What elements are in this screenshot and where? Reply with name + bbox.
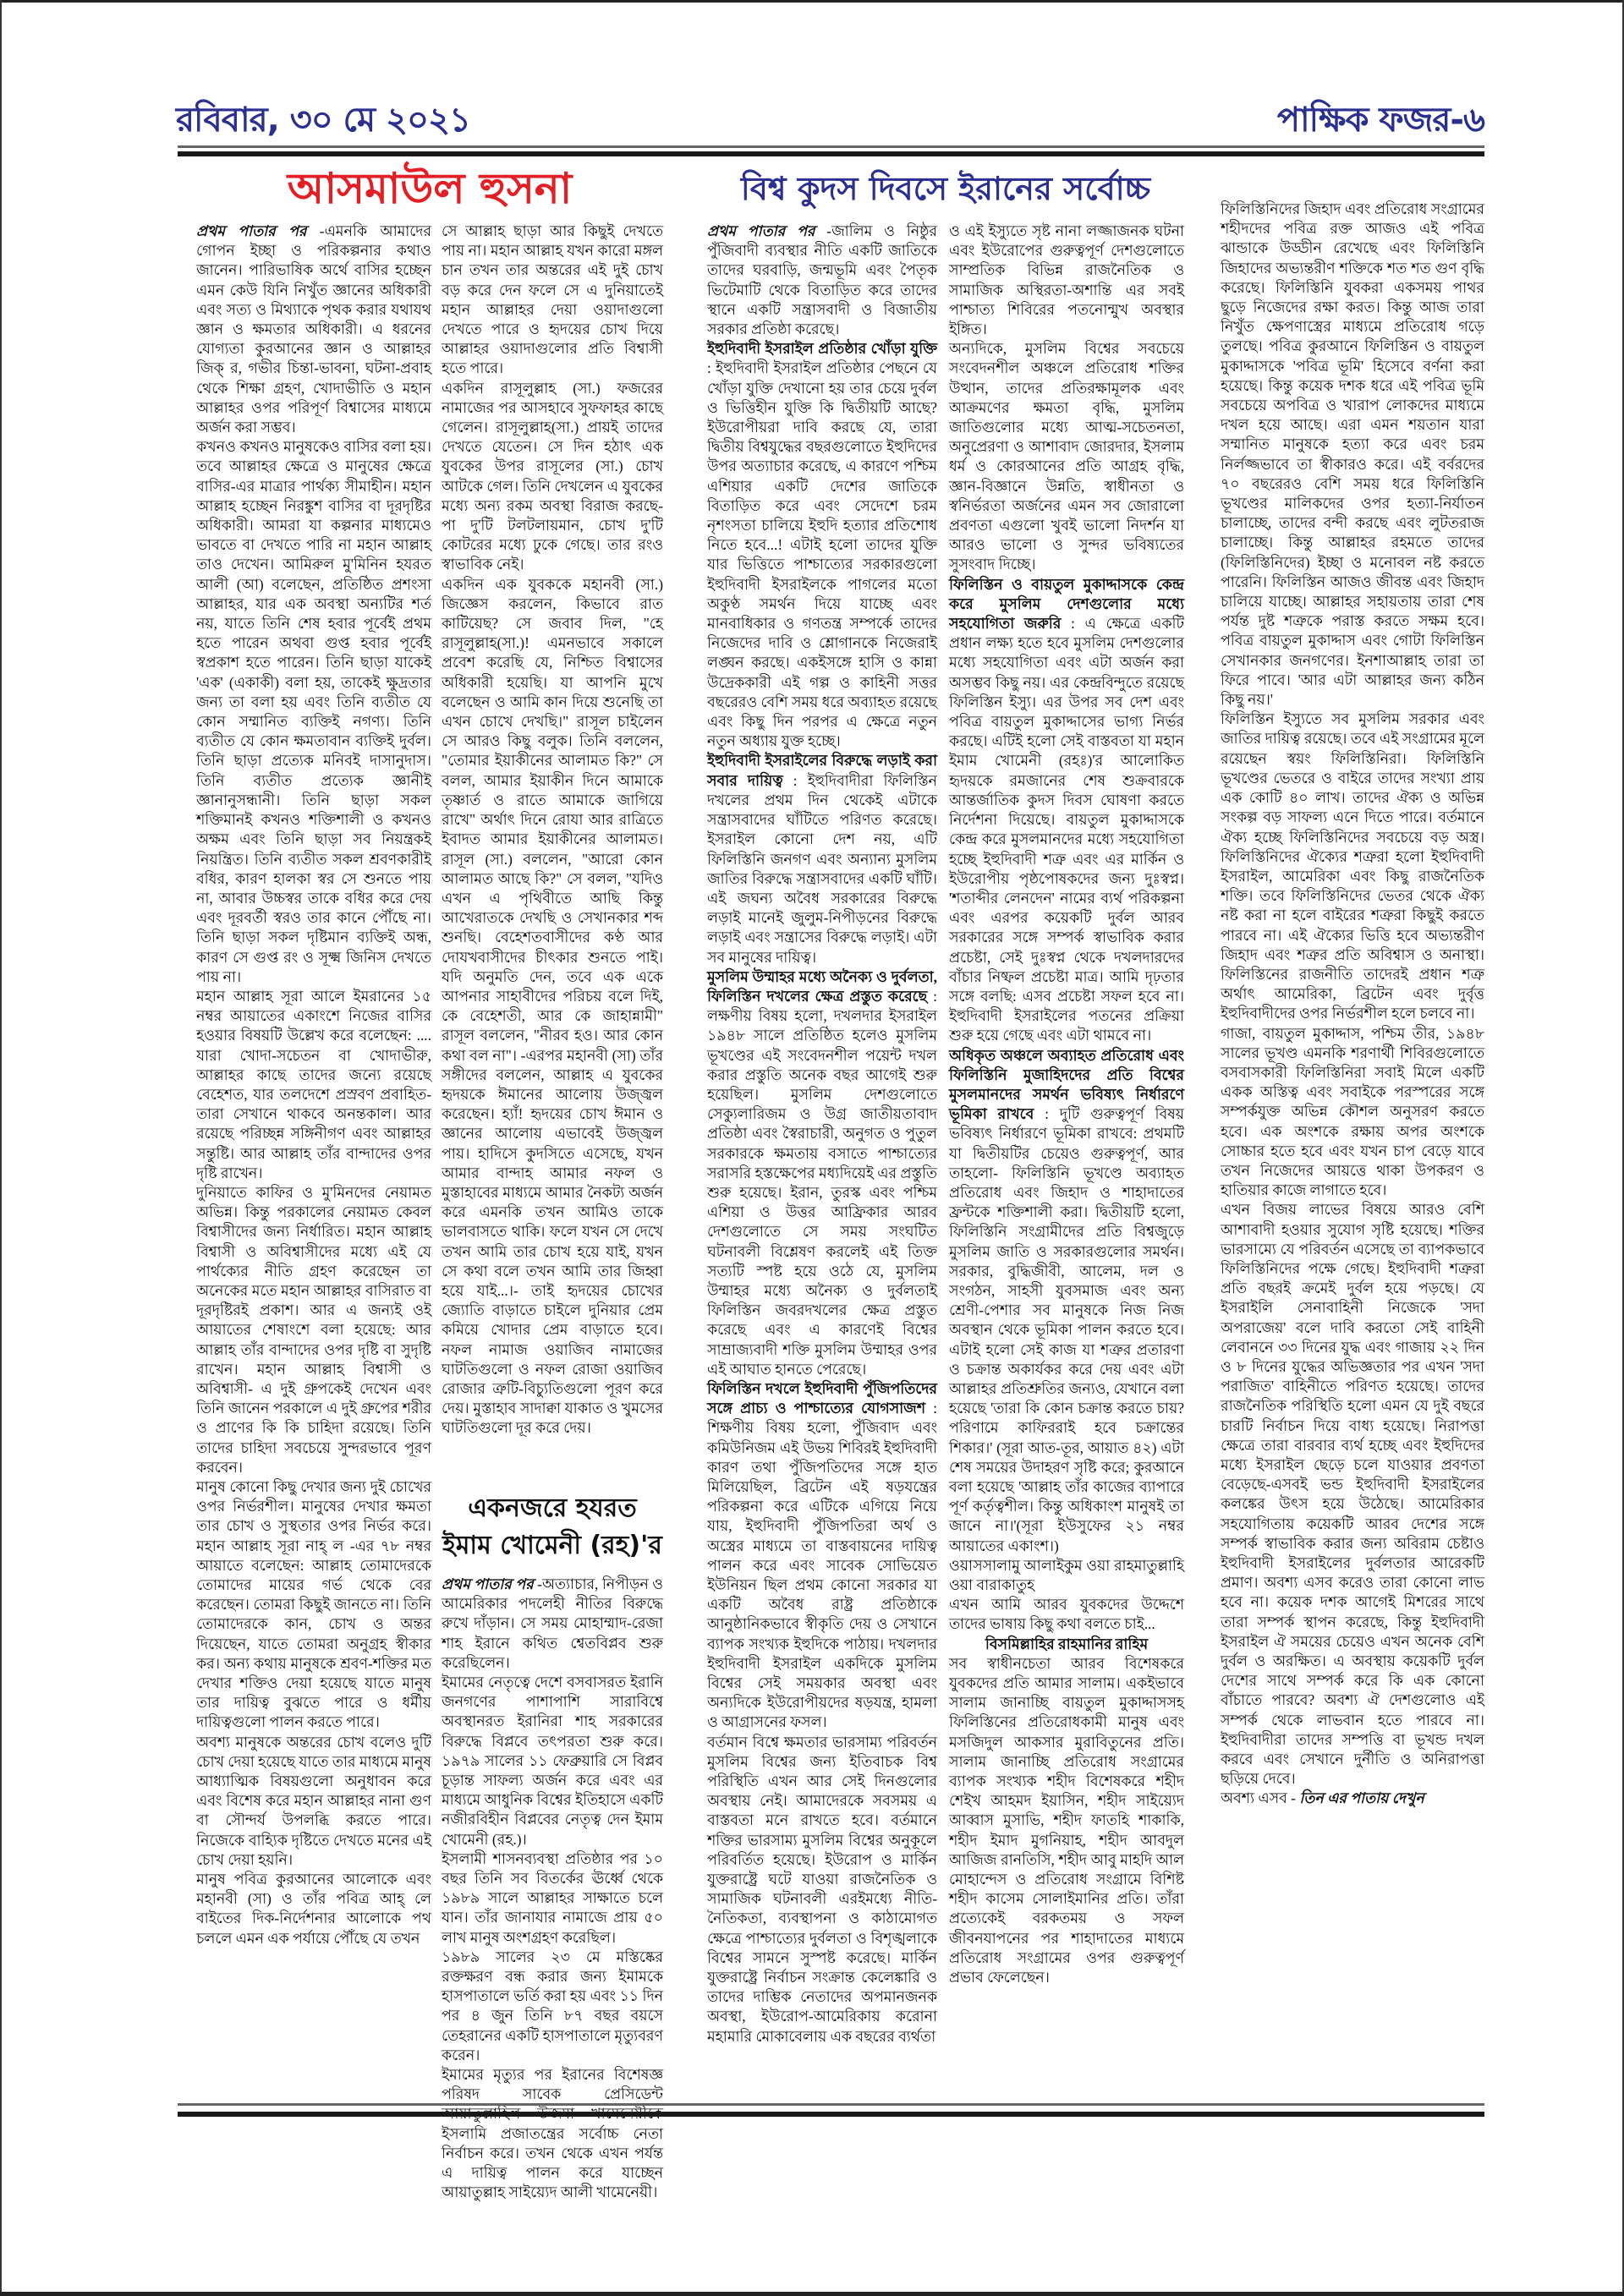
paragraph-text: বর্তমান বিশ্বে ক্ষমতার ভারসাম্য পরিবর্তন মুসলিম বিশ্বের জন্য ইতিবাচক বিশ্ব পরিস্থিতি এখন আর সেই দিনগুলোর অবস্থায় নেই। আমাদেরকে সবসময় এ বাস্তবতা মনে রাখতে হবে। বর্তমানে শক্তির ভারসাম্য মুসলিম বিশ্বের অনুকূলে পরিবর্তিত হয়েছে। ইউরোপ ও মার্কিন যুক্তরাষ্ট্রে ঘটে যাওয়া রাজনৈতিক ও সামাজিক ঘটনাবলী এরইমধ্যে নীতি-নৈতিকতা, ব্যবস্থাপনা ও কাঠামোগত ক্ষেত্রে পাশ্চাত্যের দুর্বলতা ও বিশৃঙ্খলাকে বিশ্বের সামনে সুস্পষ্ট করেছে। মার্কিন যুক্তরাষ্ট্রে নির্বাচন সংক্রান্ত কেলেঙ্কারি ও তাদের দাম্ভিক নেতাদের অপমানজনক অবস্থা, ইউরোপ-আমেরিকায় করোনা মহামারি মোকাবেলায় এক বছরের ব্যর্থতা xyxy=(707,1733,937,2045)
masthead-rule-thick xyxy=(178,151,1484,156)
paragraph-text: -জালিম ও নিষ্ঠুর পুঁজিবাদী ব্যবস্থার নীতি একটি জাতিকে তাদের ঘরবাড়ি, জন্মভূমি এবং পৈতৃক ভিটেমাটি থেকে বিতাড়িত করে তাদের স্থানে একটি সন্ত্রাসবাদী ও বিজাতীয় সরকার প্রতিষ্ঠা করেছে। xyxy=(707,222,937,338)
article-paragraph xyxy=(196,437,431,987)
article-paragraph xyxy=(949,339,1184,574)
paragraph-text: ইসলামী শাসনব্যবস্থা প্রতিষ্ঠার পর ১০ বছর তিনি সব বিতর্কের ঊর্ধ্বে থেকে ১৯৮৯ সালে আল্লাহর সাক্ষাতে চলে যান। তাঁর জানাযার নামাজে প্রায় ৫০ লাখ মানুষ অংশগ্রহণ করেছিল। xyxy=(442,1849,663,1946)
article-paragraph xyxy=(442,379,663,575)
paragraph-text: গাজা, বায়তুল মুকাদ্দাস, পশ্চিম তীর, ১৯৪৮ সালের ভূখণ্ড এমনকি শরণার্থী শিবিরগুলোতে বসবাসকারী ফিলিস্তিনিরা সবাই মিলে একটি একক অস্তিত্ব এবং সবাইকে পরস্পরের সঙ্গে সম্পর্কযুক্ত অভিন্ন কৌশল অনুসরণ করতে হবে। এক অংশকে রক্ষায় অপর অংশকে সোচ্চার হতে হবে এবং যখন চাপ বেড়ে যাবে তখন নিজেদের আয়ত্তে থাকা উপকরণ ও হাতিয়ার কাজে লাগাতে হবে। xyxy=(1221,1024,1484,1199)
article-left-column-2 xyxy=(442,222,663,1477)
article-paragraph xyxy=(1221,1789,1484,1808)
article-paragraph xyxy=(442,2065,663,2202)
paragraph-text: ফিলিস্তিনিদের জিহাদ এবং প্রতিরোধ সংগ্রামের শহীদদের পবিত্র রক্ত আজও এই পবিত্র ঝান্ডাকে উড্ডীন রেখেছে এবং ফিলিস্তিনি জিহাদের অভ্যন্তরীণ শক্তিকে শত শত গুণ বৃদ্ধি করেছে। ফিলিস্তিনি যুবকরা একসময় পাথর ছুড়ে নিজেদের রক্ষা করত। কিন্তু আজ তারা নিখুঁত ক্ষেপণাস্ত্রের মাধ্যমে প্রতিরোধ গড়ে তুলছে। পবিত্র কুরআনে ফিলিস্তিন ও বায়তুল মুকাদ্দাসকে 'পবিত্র ভূমি' হিসেবে বর্ণনা করা হয়েছে। কিন্তু কয়েক দশক ধরে এই পবিত্র ভূমি সবচেয়ে অপবিত্র ও খারাপ লোকদের মাধ্যমে দখল হয়ে আছে। এরা এমন শয়তান যারা সম্মানিত মানুষকে হত্যা করে এবং চরম নির্লজ্জভাবে তা স্বীকারও করে। এই বর্বরদের ৭০ বছরেরও বেশি সময় ধরে ফিলিস্তিনি ভূখণ্ডের মালিকদের ওপর হত্যা-নির্যাতন চালাচ্ছে, তাদের বন্দী করছে এবং লুটতরাজ চালাচ্ছে। কিন্তু আল্লাহর রহমতে তাদের (ফিলিস্তিনিদের) ইচ্ছা ও মনোবল নষ্ট করতে পারেনি। ফিলিস্তিন আজও জীবন্ত এবং জিহাদ চালিয়ে যাচ্ছে। আল্লাহর সহায়তায় তারা শেষ পর্যন্ত দুষ্ট শত্রুকে পরাস্ত করতে সক্ষম হবে। পবিত্র বায়তুল মুকাদ্দাস এবং গোটা ফিলিস্তিন সেখানকার জনগণের। ইনশাআল্লাহ তারা তা ফিরে পাবে। 'আর এটা আল্লাহর জন্য কঠিন কিছু নয়।' xyxy=(1221,200,1484,709)
paragraph-text: ফিলিস্তিন ইস্যুতে সব মুসলিম সরকার এবং জাতির দায়িত্ব রয়েছে। তবে এই সংগ্রামের মূলে রয়েছেন স্বয়ং ফিলিস্তিনিরা। ফিলিস্তিনি ভূখণ্ডের ভেতরে ও বাইরে তাদের সংখ্যা প্রায় এক কোটি ৪০ লাখ। তাদের ঐক্য ও অভিন্ন সংকল্প বড় সাফল্য এনে দিতে পারে। বর্তমানে ঐক্য হচ্ছে ফিলিস্তিনিদের সবচেয়ে বড় অস্ত্র। ফিলিস্তিনিদের ঐক্যের শত্রুরা হলো ইহুদিবাদী ইসরাইল, আমেরিকা এবং কিছু রাজনৈতিক শক্তি। তবে ফিলিস্তিনিদের ভেতর থেকে ঐক্য নষ্ট করা না হলে বাইরের শত্রুরা কিছুই করতে পারবে না। এই ঐক্যের ভিত্তি হবে অভ্যন্তরীণ জিহাদ এবং শত্রুর প্রতি অবিশ্বাস ও অনাস্থা। ফিলিস্তিনের রাজনীতি তাদেরই প্রধান শত্রু অর্থাৎ আমেরিকা, ব্রিটেন এবং দুর্বৃত্ত ইহুদিবাদীদের ওপর নির্ভরশীল হলে চলবে না। xyxy=(1221,710,1484,1022)
page-frame-bottom xyxy=(0,2292,1624,2296)
paragraph-text: : দুটি গুরুত্বপূর্ণ বিষয় ভবিষ্যৎ নির্ধারণে ভূমিকা রাখবে: প্রথমটি যা দ্বিতীয়টির চেয়েও গুরুত্বপূর্ণ, আর তাহলো- ফিলিস্তিনি ভূখণ্ডে অব্যাহত প্রতিরোধ এবং জিহাদ ও শাহাদাতের ফ্রন্টকে শক্তিশালী করা। দ্বিতীয়টি হলো, ফিলিস্তিনি সংগ্রামীদের প্রতি বিশ্বজুড়ে মুসলিম জাতি ও সরকারগুলোর সমর্থন। সরকার, বুদ্ধিজীবী, আলেম, দল ও সংগঠন, সাহসী যুবসমাজ এবং অন্য শ্রেণী-পেশার সব মানুষকে নিজ নিজ অবস্থান থেকে ভূমিকা পালন করতে হবে। এটাই হলো সেই কাজ যা শত্রুর প্রতারণা ও চক্রান্ত অকার্যকর করে দেয় এবং এটা আল্লাহর প্রতিশ্রুতির জন্যও, যেখানে বলা হয়েছে 'তারা কি কোন চক্রান্ত করতে চায়? পরিণামে কাফিররাই হবে চক্রান্তের শিকার।' (সূরা আত-তূর, আয়াত ৪২) এটা শেষ সময়ের উদাহরণ সৃষ্টি করে; কুরআনে বলা হয়েছে 'আল্লাহ তাঁর কাজের ব্যাপারে পূর্ণ কর্তৃত্বশীল। কিন্তু অধিকাংশ মানুষই তা জানে না।'(সূরা ইউসুফের ২১ নম্বর আয়াতের একাংশ।) xyxy=(949,1105,1184,1554)
article-paragraph xyxy=(442,1673,663,1849)
paragraph-text: : লক্ষণীয় বিষয় হলো, দখলদার ইসরাইল ১৯৪৮ সালে প্রতিষ্ঠিত হলেও মুসলিম ভূখণ্ডের এই সংবেদনশীল পয়েন্ট দখল করার প্রস্তুতি অনেক বছর আগেই শুরু হয়েছিল। মুসলিম দেশগুলোতে সেক্যুলারিজম ও উগ্র জাতীয়তাবাদ প্রতিষ্ঠা এবং স্বৈরাচারী, অনুগত ও পুতুল সরকারকে ক্ষমতায় বসাতে পাশ্চাত্যের সরাসরি হস্তক্ষেপের মধ্যদিয়েই এর প্রস্তুতি শুরু হয়েছে। ইরান, তুরস্ক এবং পশ্চিম এশিয়া ও উত্তর আফ্রিকার আরব দেশগুলোতে সে সময় সংঘটিত ঘটনাবলী বিশ্লেষণ করলেই এই তিক্ত সত্যটি স্পষ্ট হয়ে ওঠে যে, মুসলিম উম্মাহর মধ্যে অনৈক্য ও দুর্বলতাই ফিলিস্তিন জবরদখলের ক্ষেত্র প্রস্তুত করেছে এবং এ কারণেই বিশ্বের সাম্রাজ্যবাদী শক্তি মুসলিম উম্মাহর ওপর এই আঘাত হানতে পেরেছে। xyxy=(707,987,937,1378)
page-frame-top xyxy=(0,0,1624,3)
article-paragraph xyxy=(707,339,937,751)
continued-from-label: প্রথম পাতার পর xyxy=(442,1575,534,1592)
continued-from-label: প্রথম পাতার পর xyxy=(196,222,307,239)
article-right-column xyxy=(1221,200,1484,2097)
paragraph-text: -অত্যাচার, নিপীড়ন ও আমেরিকার পদলেহী নীতির বিরুদ্ধে রুখে দাঁড়ান। সে সময় মোহাম্মাদ-রেজা শাহ ইরানে কথিত শ্বেতবিপ্লব শুরু করেছিলেন। xyxy=(442,1575,663,1671)
article-paragraph xyxy=(949,222,1184,339)
paragraph-text: একদিন এক যুবককে মহানবী (সা.) জিজ্ঞেস করলেন, কিভাবে রাত কাটিয়েছ? সে জবাব দিল, "হে রাসূলুল্লাহ(সা.)! এমনভাবে সকালে প্রবেশ করেছি যে, নিশ্চিত বিশ্বাসের অধিকারী হয়েছি। যা আপনি মুখে বলেছেন ও আমি কান দিয়ে শুনেছি তা এখন চোখে দেখছি।" রাসূল চাইলেন সে আরও কিছু বলুক। তিনি বললেন, "তোমার ইয়াকীনের আলামত কি?" সে বলল, আমার ইয়াকীন দিনে আমাকে তৃষ্ণার্ত ও রাতে আমাকে জাগিয়ে রাখে" অর্থাৎ দিনে রোযা আর রাত্রিতে ইবাদত আমার ইয়াকীনের আলামত। রাসূল (সা.) বললেন, "আরো কোন আলামত আছে কি?" সে বলল, "যদিও এখন এ পৃথিবীতে আছি কিন্তু আখেরাতকে দেখছি ও সেখানকার শব্দ শুনছি। বেহেশতবাসীদের কণ্ঠ আর দোযখবাসীদের চীৎকার শুনতে পাই। যদি অনুমতি দেন, তবে এক একে আপনার সাহাবীদের পরিচয় বলে দিই, কে বেহেশতী, আর কে জাহান্নামী" রাসূল বললেন, "নীরব হও। আর কোন কথা বল না"। -এরপর মহানবী (সা) তাঁর সঙ্গীদের বললেন, আল্লাহ এ যুবকের হৃদয়কে ঈমানের আলোয় উজ্জ্বল করেছেন। হ্যাঁ! হৃদয়ের চোখ ঈমান ও জ্ঞানের আলোয় এভাবেই উজ্জ্বল পায়। হাদিসে কুদসিতে এসেছে, যখন আমার বান্দাহ আমার নফল ও মুস্তাহাবের মাধ্যমে আমার নৈকট্য অর্জন করে এমনকি তখন আমিও তাকে ভালবাসতে থাকি। ফলে যখন সে দেখে তখন আমি তার চোখ হয়ে যাই, যখন সে কথা বলে তখন আমি তার জিহ্বা হয়ে যাই...।- তাই হৃদয়ের চোখের জ্যোতি বাড়াতে চাইলে দুনিয়ার প্রেম কমিয়ে খোদার প্রেম বাড়াতে হবে। নফল নামাজ ওয়াজিব নামাজের ঘাটতিগুলো ও নফল রোজা ওয়াজিব রোজার ত্রুটি-বিচ্যুতিগুলো পূরণ করে দেয়। মুস্তাহাব সাদাক্বা যাকাত ও খুমসের ঘাটতিগুলো দূর করে দেয়। xyxy=(442,575,663,1437)
headline-asmaul-husna: আসমাউল হুসনা xyxy=(287,164,573,213)
article-paragraph xyxy=(707,1733,937,2047)
article-paragraph xyxy=(442,1948,663,2065)
article-paragraph xyxy=(1221,710,1484,1023)
continued-from-label: প্রথম পাতার পর xyxy=(707,222,815,239)
box-headline-khomeini: একনজরে হযরত ইমাম খোমেনী (রহ)'র xyxy=(442,1493,662,1560)
section-subheading: ফিলিস্তিন দখলে ইহুদিবাদী পুঁজিপতিদের সঙ্গে প্রাচ্য ও পাশ্চাত্যের যোগসাজশ xyxy=(707,1379,937,1417)
section-subheading: ফিলিস্তিন ও বায়তুল মুকাদ্দাসকে কেন্দ্র করে মুসলিম দেশগুলোর মধ্যে সহযোগিতা জরুরি xyxy=(949,575,1184,633)
article-paragraph xyxy=(196,1183,431,1477)
article-paragraph xyxy=(196,1477,431,1733)
paragraph-text: অবশ্য মানুষকে অন্তরের চোখ বলেও দুটি চোখ দেয়া হয়েছে যাতে তার মাধ্যমে মানুষ আধ্যাত্মিক বিষয়গুলো অনুধাবন করে এবং বিশেষ করে মহান আল্লাহর নানা গুণ বা সৌন্দর্য উপলব্ধি করতে পারে। নিজেকে বাহ্যিক দৃষ্টিতে দেখতে মনের এই চোখ দেয়া হয়নি। xyxy=(196,1733,431,1868)
footer-rule-thick xyxy=(178,2112,1484,2117)
article-paragraph xyxy=(707,967,937,1379)
paragraph-text: অন্যদিকে, মুসলিম বিশ্বের সবচেয়ে সংবেদনশীল অঞ্চলে প্রতিরোধ শক্তির উত্থান, তাদের প্রতিরক্ষামূলক এবং আক্রমণের ক্ষমতা বৃদ্ধি, মুসলিম জাতিগুলোর মধ্যে আত্ম-সচেতনতা, অনুপ্রেরণা ও আশাবাদ জোরদার, ইসলাম ধর্ম ও কোরআনের প্রতি আগ্রহ বৃদ্ধি, জ্ঞান-বিজ্ঞানে উন্নতি, স্বাধীনতা ও স্বনির্ভরতা অর্জনের এমন সব জোরালো প্রবণতা এগুলো খুবই ভালো নিদর্শন যা আরও ভালো ও সুন্দর ভবিষ্যতের সুসংবাদ দিচ্ছে। xyxy=(949,340,1184,573)
paragraph-text: : এ ক্ষেত্রে একটি প্রধান লক্ষ্য হতে হবে মুসলিম দেশগুলোর মধ্যে সহযোগিতা এবং এটা অর্জন করা অসম্ভব কিছু নয়। এর কেন্দ্রবিন্দুতে রয়েছে ফিলিস্তিন ইস্যু। এর উপর সব দেশ এবং পবিত্র বায়তুল মুকাদ্দাসের ভাগ্য নির্ভর করছে। এটিই হলো সেই বাস্তবতা যা মহান ইমাম খোমেনী (রহঃ)'র আলোকিত হৃদয়কে রমজানের শেষ শুক্রবারকে আন্তর্জাতিক কুদস দিবস ঘোষণা করতে নির্দেশনা দিয়েছে। বায়তুল মুকাদ্দাসকে কেন্দ্র করে মুসলমানদের মধ্যে সহযোগিতা হচ্ছে ইহুদিবাদী শত্রু এবং এর মার্কিন ও ইউরোপীয় পৃষ্ঠপোষকদের জন্য দুঃস্বপ্ন। 'শতাব্দীর লেনদেন' নামের ব্যর্থ পরিকল্পনা এবং এরপর কয়েকটি দুর্বল আরব সরকারের সঙ্গে সম্পর্ক স্বাভাবিক করার প্রচেষ্টা, সেই দুঃস্বপ্ন থেকে দখলদারদের বাঁচার নিষ্ফল প্রচেষ্টা মাত্র। আমি দৃঢ়তার সঙ্গে বলছি: এসব প্রচেষ্টা সফল হবে না। ইহুদিবাদী ইসরাইলের পতনের প্রক্রিয়া শুরু হয়ে গেছে এবং এটা থামবে না। xyxy=(949,615,1184,1044)
article-paragraph xyxy=(949,1654,1184,1987)
paragraph-text: ইমামের মৃত্যুর পর ইরানের বিশেষজ্ঞ পরিষদ সাবেক প্রেসিডেন্ট ইসলামি প্রজাতন্ত্রের সর্বোচ্চ নেতা নির্বাচন করে। তখন থেকে এখন পর্যন্ত এ দায়িত্ব পালন করে যাচ্ছেন আয়াতুল্লাহ সাইয়্যেদ আলী খামেনেয়ী। xyxy=(442,2066,663,2201)
section-subheading: অধিকৃত অঞ্চলে অব্যাহত প্রতিরোধ এবং ফিলিস্তিনি মুজাহিদদের প্রতি বিশ্বের মুসলমানদের সমর্থন ভবিষ্যৎ নির্ধারণে ভূমিকা রাখবে xyxy=(949,1046,1184,1123)
continued-on-page-link[interactable]: তিন এর পাতায় দেখুন xyxy=(1299,1789,1424,1807)
article-paragraph xyxy=(196,222,431,437)
paragraph-text: : শিক্ষণীয় বিষয় হলো, পুঁজিবাদ এবং কমিউনিজম এই উভয় শিবিরই ইহুদিবাদী কারণ তথা পুঁজিপতিদের সঙ্গে হাত মিলিয়েছিল, ব্রিটেন এই ষড়যন্ত্রের পরিকল্পনা করে এটিকে এগিয়ে নিয়ে যায়, ইহুদিবাদী পুঁজিপতিরা অর্থ ও অস্ত্রের মাধ্যমে তা বাস্তবায়নের দায়িত্ব পালন করে এবং সাবেক সোভিয়েত ইউনিয়ন ছিল প্রথম কোনো সরকার যা একটি অবৈধ রাষ্ট্র প্রতিষ্ঠাকে আনুষ্ঠানিকভাবে স্বীকৃতি দেয় ও সেখানে ব্যাপক সংখ্যক ইহুদিকে পাঠায়। দখলদার ইহুদিবাদী ইসরাইল একদিকে মুসলিম বিশ্বের সেই সময়কার অবস্থা এবং অন্যদিকে ইউরোপীয়দের ষড়যন্ত্র, হামলা ও আগ্রাসনের ফসল। xyxy=(707,1400,937,1731)
article-paragraph xyxy=(707,1379,937,1733)
masthead-date: রবিবার, ৩০ মে ২০২১ xyxy=(176,101,470,140)
paragraph-text: সব স্বাধীনচেতা আরব বিশেষকরে যুবকদের প্রতি আমার সালাম। একইভাবে সালাম জানাচ্ছি বায়তুল মুকাদ্দাসসহ ফিলিস্তিনের প্রতিরোধকামী মানুষ এবং মসজিদুল আকসার মুরাবিতুনের প্রতি। সালাম জানাচ্ছি প্রতিরোধ সংগ্রামের ব্যাপক সংখ্যক শহীদ বিশেষকরে শহীদ শেইখ আহমদ ইয়াসিন, শহীদ সাইয়্যেদ আব্বাস মুসাভি, শহীদ ফাতহি শাকাকি, শহীদ ইমাদ মুগনিয়াহ, শহীদ আবদুল আজিজ রানতিসি, শহীদ আবু মাহদি আল মোহান্দেস ও প্রতিরোধ সংগ্রামে বিশিষ্ট শহীদ কাসেম সোলাইমানির প্রতি। তাঁরা প্রত্যেকেই বরকতময় ও সফল জীবনযাপনের পর শাহাদাতের মাধ্যমে প্রতিরোধ সংগ্রামের ওপর গুরুত্বপূর্ণ প্রভাব ফেলেছেন। xyxy=(949,1654,1184,1986)
article-middle-column-1 xyxy=(707,222,937,2097)
paragraph-text: : ইহুদিবাদীরা ফিলিস্তিন দখলের প্রথম দিন থেকেই এটাকে সন্ত্রাসবাদের ঘাঁটিতে পরিণত করেছে। ইসরাইল কোনো দেশ নয়, এটি ফিলিস্তিনি জনগণ এবং অন্যান্য মুসলিম জাতির বিরুদ্ধে সন্ত্রাসবাদের একটি ঘাঁটি। এই জঘন্য অবৈধ সরকারের বিরুদ্ধে লড়াই মানেই জুলুম-নিপীড়নের বিরুদ্ধে লড়াই এবং সন্ত্রাসের বিরুদ্ধে লড়াই। এটা সব মানুষের দায়িত্ব। xyxy=(707,771,937,966)
article-middle-column-2 xyxy=(949,222,1184,2097)
article-paragraph xyxy=(196,1733,431,1870)
paragraph-text: এখন আমি আরব যুবকদের উদ্দেশে তাদের ভাষায় কিছু কথা বলতে চাই... xyxy=(949,1596,1184,1633)
paragraph-text: সে আল্লাহ ছাড়া আর কিছুই দেখতে পায় না। মহান আল্লাহ যখন কারো মঙ্গল চান তখন তার অন্তরের এই দুই চোখ বড় করে দেন ফলে সে এ দুনিয়াতেই মহান আল্লাহর দেয়া ওয়াদাগুলো দেখতে পারে ও হৃদয়ের চোখ দিয়ে আল্লাহর ওয়াদাগুলোর প্রতি বিশ্বাসী হতে পারে। xyxy=(442,222,663,377)
page-frame-left xyxy=(0,0,2,2296)
article-paragraph xyxy=(1221,1200,1484,1789)
paragraph-text: অবশ্য এসব - xyxy=(1221,1789,1300,1807)
paragraph-text: মানুষ কোনো কিছু দেখার জন্য দুই চোখের ওপর নির্ভরশীল। মানুষের দেখার ক্ষমতা তার চোখ ও সুস্থতার ওপর নির্ভর করে। মহান আল্লাহ সূরা নাহ্ ল -এর ৭৮ নম্বর আয়াতে বলেছেন: আল্লাহ তোমাদেরকে তোমাদের মায়ের গর্ভ থেকে বের করেছেন। তোমরা কিছুই জানতে না। তিনি তোমাদেরকে কান, চোখ ও অন্তর দিয়েছেন, যাতে তোমরা অনুগ্রহ স্বীকার কর। অন্য কথায় মানুষকে শ্রবণ-শক্তির মত দেখার শক্তিও দেয়া হয়েছে যাতে মানুষ তার দায়িত্ব বুঝতে পারে ও ধর্মীয় দায়িত্বগুলো পালন করতে পারে। xyxy=(196,1478,431,1731)
article-paragraph xyxy=(442,1575,663,1673)
article-paragraph xyxy=(442,575,663,1438)
footer-rule-thin xyxy=(178,2103,1484,2106)
article-paragraph xyxy=(949,575,1184,1046)
article-paragraph xyxy=(196,1870,431,1948)
masthead-publication-page: পাক্ষিক ফজর-৬ xyxy=(1276,101,1484,140)
paragraph-text: -এমনকি আমাদের গোপন ইচ্ছা ও পরিকল্পনার কথাও জানেন। পারিভাষিক অর্থে বাসির হচ্ছেন এমন কেউ যিনি নিখুঁত জ্ঞানের অধিকারী এবং সত্য ও মিথ্যাকে পৃথক করার যথাযথ জ্ঞান ও ক্ষমতার অধিকারী। এ ধরনের যোগ্যতা কুরআনের জ্ঞান ও আল্লাহর জিক্ র, গভীর চিন্তা-ভাবনা, ঘটনা-প্রবাহ থেকে শিক্ষা গ্রহণ, খোদাভীতি ও মহান আল্লাহর ওপর পরিপূর্ণ বিশ্বাসের মাধ্যমে অর্জন করা সম্ভব। xyxy=(196,222,431,436)
article-paragraph: বিসমিল্লাহির রাহমানির রাহিম xyxy=(985,1635,1149,1652)
paragraph-text: ইমামের নেতৃত্বে দেশে বসবাসরত ইরানি জনগণের পাশাপাশি সারাবিশ্বে অবস্থানরত ইরানিরা শাহ সরকারের বিরুদ্ধে বিপ্লবে তৎপরতা শুরু করে। ১৯৭৯ সালের ১১ ফেব্রুয়ারি সে বিপ্লব চূড়ান্ত সাফল্য অর্জন করে এবং এর মাধ্যমে আধুনিক বিশ্বের ইতিহাসে একটি নজীরবিহীন বিপ্লবের নেতৃত্ব দেন ইমাম খোমেনী (রহ.)। xyxy=(442,1674,663,1848)
article-paragraph xyxy=(707,222,937,339)
paragraph-text: মহান আল্লাহ সূরা আলে ইমরানের ১৫ নম্বর আয়াতের একাংশে নিজের বাসির হওয়ার বিষয়টি উল্লেখ করে বলেছেন: .... যারা খোদা-সচেতন বা খোদাভীরু, আল্লাহর কাছে তাদের জন্যে রয়েছে বেহেশত, যার তলদেশে প্রস্রবণ প্রবাহিত-তারা সেখানে থাকবে অনন্তকাল। আর রয়েছে পরিচ্ছন্ন সঙ্গিনীগণ এবং আল্লাহর সন্তুষ্টি। আর আল্লাহ তাঁর বান্দাদের ওপর দৃষ্টি রাখেন। xyxy=(196,987,431,1181)
masthead-rule-thin xyxy=(178,145,1484,148)
paragraph-text: : ইহুদিবাদী ইসরাইল প্রতিষ্ঠার পেছনে যে খোঁড়া যুক্তি দেখানো হয় তার চেয়ে দুর্বল ও ভিত্তিহীন যুক্তি কি দ্বিতীয়টি আছে? ইউরোপীয়রা দাবি করছে যে, তারা দ্বিতীয় বিশ্বযুদ্ধের বছরগুলোতে ইহুদিদের উপর অত্যাচার করেছে, এ কারণে পশ্চিম এশিয়ার একটি দেশের জাতিকে বিতাড়িত করে এবং সেদেশে চরম নৃশংসতা চালিয়ে ইহুদি হত্যার প্রতিশোধ নিতে হবে...! এটাই হলো তাদের যুক্তি যার ভিত্তিতে পাশ্চাত্যের সরকারগুলো ইহুদিবাদী ইসরাইলকে পাগলের মতো অকুণ্ঠ সমর্থন দিয়ে যাচ্ছে এবং মানবাধিকার ও গণতন্ত্র সম্পর্কে তাদের নিজেদের দাবি ও শ্লোগানকে নিজেরাই লঙ্ঘন করছে। একইসঙ্গে হাসি ও কান্না উদ্রেককারী এই গল্প ও কাহিনী সত্তর বছরেরও বেশি সময় ধরে অব্যাহত রয়েছে এবং কিছু দিন পরপর এ ক্ষেত্রে নতুন নতুন অধ্যায় যুক্ত হচ্ছে। xyxy=(707,359,937,750)
paragraph-text: মানুষ পবিত্র কুরআনের আলোকে এবং মহানবী (সা) ও তাঁর পবিত্র আহ্ লে বাইতের দিক-নির্দেশনার আলোকে পথ চললে এমন এক পর্যায়ে পৌঁছে যে তখন xyxy=(196,1871,431,1947)
article-paragraph xyxy=(949,1046,1184,1556)
paragraph-text: ওয়াসসালামু আলাইকুম ওয়া রাহমাতুল্লাহি ওয়া বারাকাতুহ xyxy=(949,1556,1184,1594)
paragraph-text: দুনিয়াতে কাফির ও মু'মিনদের নেয়ামত অভিন্ন। কিন্তু পরকালের নেয়ামত কেবল বিশ্বাসীদের জন্য নির্ধারিত। মহান আল্লাহ বিশ্বাসী ও অবিশ্বাসীদের মধ্যে এই যে পার্থক্যের নীতি গ্রহণ করেছেন তা অনেকের মতে মহান আল্লাহর বাসিরাত বা দূরদৃষ্টিরই প্রকাশ। আর এ জন্যই ওই আয়াতের শেষাংশে বলা হয়েছে: আর আল্লাহ তাঁর বান্দাদের ওপর দৃষ্টি বা সুদৃষ্টি রাখেন। মহান আল্লাহ বিশ্বাসী ও অবিশ্বাসী- এ দুই গ্রুপকেই দেখেন এবং তিনি জানেন পরকালে এ দুই গ্রুপের শরীর ও প্রাণের কি কি চাহিদা রয়েছে। তিনি তাদের চাহিদা সবচেয়ে সুন্দরভাবে পূরণ করবেন। xyxy=(196,1183,431,1476)
article-paragraph xyxy=(196,987,431,1183)
section-subheading: মুসলিম উম্মাহর মধ্যে অনৈক্য ও দুর্বলতা, ফিলিস্তিন দখলের ক্ষেত্র প্রস্তুত করেছে xyxy=(707,967,937,1005)
article-paragraph xyxy=(442,222,663,379)
article-paragraph xyxy=(707,751,937,967)
section-subheading: ইহুদিবাদী ইসরাইল প্রতিষ্ঠার খোঁড়া যুক্তি xyxy=(707,340,937,358)
article-left-column-1 xyxy=(196,222,431,2097)
paragraph-text: ও এই ইস্যুতে সৃষ্ট নানা লজ্জাজনক ঘটনা এবং ইউরোপের গুরুত্বপূর্ণ দেশগুলোতে সাম্প্রতিক বিভিন্ন রাজনৈতিক ও সামাজিক অস্থিরতা-অশান্তি এর সবই পাশ্চাত্য শিবিরের পতনোন্মুখ অবস্থার ইঙ্গিত। xyxy=(949,222,1184,338)
paragraph-text: এখন বিজয় লাভের বিষয়ে আরও বেশি আশাবাদী হওয়ার সুযোগ সৃষ্টি হয়েছে। শক্তির ভারসাম্যে যে পরিবর্তন এসেছে তা ব্যাপকভাবে ফিলিস্তিনিদের পক্ষে গেছে। ইহুদিবাদী শত্রুরা প্রতি বছরই ক্রমেই দুর্বল হয়ে পড়ছে। যে ইসরাইলি সেনাবাহিনী নিজেকে 'সদা অপরাজেয়' বলে দাবি করতো সেই বাহিনী লেবাননে ৩৩ দিনের যুদ্ধ এবং গাজায় ২২ দিন ও ৮ দিনের যুদ্ধের অভিজ্ঞতার পর এখন 'সদা পরাজিত' বাহিনীতে পরিণত হয়েছে। তাদের রাজনৈতিক পরিস্থিতি হলো এমন যে দুই বছরে চারটি নির্বাচন দিয়ে বাধ্য হয়েছে। নিরাপত্তা ক্ষেত্রে তারা বারবার ব্যর্থ হচ্ছে এবং ইহুদিদের মধ্যে ইসরাইল ছেড়ে চলে যাওয়ার প্রবণতা বেড়েছে-এসবই ভন্ড ইহুদিবাদী ইসরাইলের কলঙ্কের উৎস হয়ে উঠেছে। আমেরিকার সহযোগিতায় কয়েকটি আরব দেশের সঙ্গে সম্পর্ক স্বাভাবিক করার জন্য অবিরাম চেষ্টাও ইহুদিবাদী ইসরাইলের দুর্বলতার আরেকটি প্রমাণ। অবশ্য এসব করেও তারা কোনো লাভ হবে না। কয়েক দশক আগেই মিশরের সাথে তারা সম্পর্ক স্থাপন করেছে, কিন্তু ইহুদিবাদী ইসরাইল ঐ সময়ের চেয়েও এখন অনেক বেশি দুর্বল ও অরক্ষিত। এ অবস্থায় কয়েকটি দুর্বল দেশের সাথে সম্পর্ক করে কি এক কোনো বাঁচাতে পারবে? অবশ্য ঐ দেশগুলোও এই সম্পর্ক থেকে লাভবান হতে পারবে না। ইহুদিবাদীরা তাদের সম্পত্তি বা ভূখন্ড দখল করবে এবং সেখানে দুর্নীতি ও অনিরাপত্তা ছড়িয়ে দেবে। xyxy=(1221,1201,1484,1788)
paragraph-text: ১৯৮৯ সালের ২৩ মে মস্তিষ্কের রক্তক্ষরণ বন্ধ করার জন্য ইমামকে হাসপাতালে ভর্তি করা হয় এবং ১১ দিন পর ৪ জুন তিনি ৮৭ বছর বয়সে তেহরানের একটি হাসপাতালে মৃত্যুবরণ করেন। xyxy=(442,1948,663,2063)
article-paragraph xyxy=(1221,200,1484,710)
article-paragraph xyxy=(442,1849,663,1948)
section-subheading: ইহুদিবাদী ইসরাইলের বিরুদ্ধে লড়াই করা সবার দায়িত্ব xyxy=(707,752,937,789)
headline-quds-day: বিশ্ব কুদস দিবসে ইরানের সর্বোচ্চ xyxy=(740,170,1151,207)
box-article-body xyxy=(442,1575,663,2201)
article-paragraph xyxy=(949,1556,1184,1595)
article-paragraph xyxy=(1221,1024,1484,1201)
paragraph-text: একদিন রাসূলুল্লাহ (সা.) ফজরের নামাজের পর আসহাবে সুফফাহর কাছে গেলেন। রাসূলুল্লাহ(সা.) প্রায়ই তাদের দেখতে যেতেন। সে দিন হঠাৎ এক যুবকের উপর রাসূলের (সা.) চোখ আটকে গেল। তিনি দেখলেন এ যুবকের মধ্যে অন্য রকম অবস্থা বিরাজ করছে- পা দু'টি টলটলায়মান, চোখ দু'টি কোটরের মধ্যে ঢুকে গেছে। তার রংও স্বাভাবিক নেই। xyxy=(442,379,663,573)
article-paragraph xyxy=(949,1595,1184,1634)
paragraph-text: কখনও কখনও মানুষকেও বাসির বলা হয়। তবে আল্লাহর ক্ষেত্রে ও মানুষের ক্ষেত্রে বাসির-এর মাত্রার পার্থক্য সীমাহীন। মহান আল্লাহ হচ্ছেন নিরঙ্কুশ বাসির বা দূরদৃষ্টির অধিকারী। আমরা যা কল্পনার মাধ্যমেও ভাবতে বা দেখতে পারি না মহান আল্লাহ তাও দেখেন। আমিরুল মু'মিনিন হযরত আলী (আ) বলেছেন, প্রতিষ্ঠিত প্রশংসা আল্লাহর, যার এক অবস্থা অন্যটির শর্ত নয়, যাতে তিনি শেষ হবার পূর্বেই প্রথম হতে পারেন অথবা গুপ্ত হবার পূর্বেই স্বপ্রকাশ হতে পারেন। তিনি ছাড়া যাকেই 'এক' (একাকী) বলা হয়, তাকেই ক্ষুদ্রতার জন্য তা বলা হয় এবং তিনি ব্যতীত যে কোন সম্মানিত ব্যক্তিই নগণ্য। তিনি ব্যতীত যে কোন ক্ষমতাবান ব্যক্তিই দুর্বল। তিনি ছাড়া প্রত্যেক মনিবই দাসানুদাস। তিনি ব্যতীত প্রত্যেক জ্ঞানীই জ্ঞানানুসন্ধানী। তিনি ছাড়া সকল শক্তিমানই কখনও শক্তিশালী ও কখনও অক্ষম এবং তিনি ছাড়া সব নিয়ন্ত্রকই নিয়ন্ত্রিত। তিনি ব্যতীত সকল শ্রবণকারীই বধির, কারণ হালকা স্বর সে শুনতে পায় না, আবার উচ্চস্বর তাকে বধির করে দেয় এবং দূরবর্তী স্বরও তার কানে পৌঁছে না। তিনি ছাড়া সকল দৃষ্টিমান ব্যক্তিই অন্ধ, কারণ সে গুপ্ত রং ও সূক্ষ্ম জিনিস দেখতে পায় না। xyxy=(196,438,431,985)
